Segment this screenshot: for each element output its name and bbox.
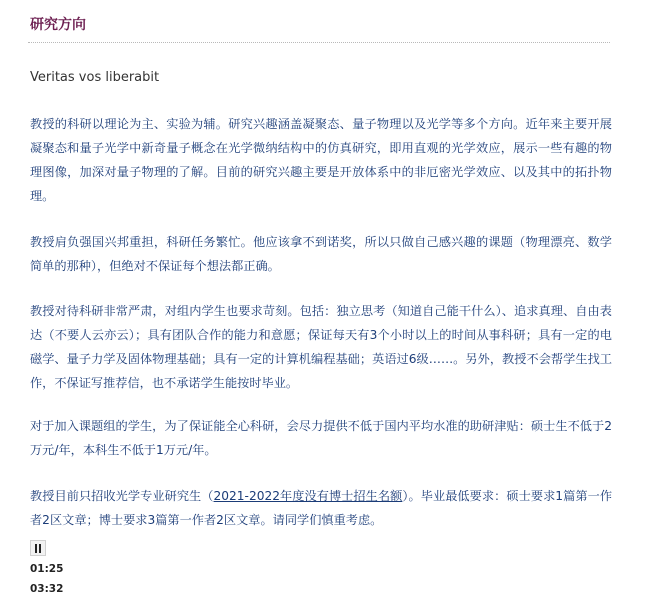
- motto: Veritas vos liberabit: [30, 70, 160, 85]
- phd-quota-link[interactable]: 2021-2022年度没有博士招生名额: [213, 489, 403, 503]
- audio-player: [30, 536, 70, 602]
- professor-workload-paragraph: 教授肩负强国兴邦重担，科研任务繁忙。他应该拿不到诺奖，所以只做自己感兴趣的课题（物理漂亮、数学简单的那种），但绝对不保证每个想法都正确。: [30, 235, 612, 273]
- stipend-paragraph: 对于加入课题组的学生，为了保证能全心科研，会尽力提供不低于国内平均水准的助研津贴：硕士生不低于2万元/年，本科生不低于1万元/年。: [30, 419, 612, 457]
- section-title: 研究方向: [30, 17, 86, 33]
- admission-prefix: 教授目前只招收光学专业研究生（: [30, 489, 214, 503]
- title-divider: [28, 42, 610, 43]
- research-interests-paragraph: 教授的科研以理论为主、实验为辅。研究兴趣涵盖凝聚态、量子物理以及光学等多个方向。近年来主要开展凝聚态和量子光学中新奇量子概念在光学微纳结构中的仿真研究，即用直观的光学效应，展示一些有趣的物理图像，加深对量子物理的了解。目前的研究兴趣主要是开放体系中的非厄密光学效应、以及其中的拓扑物理。: [30, 117, 612, 203]
- total-time: 03:32: [30, 583, 64, 595]
- student-requirements-paragraph: 教授对待科研非常严肃，对组内学生也要求苛刻。包括：独立思考（知道自己能干什么）、追求真理、自由表达（不要人云亦云）；具有团队合作的能力和意愿；保证每天有3个小时以上的时间从事科研；具有一定的电磁学、量子力学及固体物理基础；具有一定的计算机编程基础；英语过6级……。另外，教授不会帮学生找工作，不保证写推荐信，也不承诺学生能按时毕业。: [30, 304, 612, 390]
- admission-paragraph: [30, 484, 612, 532]
- admission-suffix: ）。毕业最低要求：硕士要求1篇第一作者2区文章；博士要求3篇第一作者2区文章。请同学们慎重考虑。: [30, 489, 613, 527]
- pause-icon: [34, 544, 42, 553]
- current-time: 01:25: [30, 563, 64, 575]
- pause-button[interactable]: [30, 540, 46, 556]
